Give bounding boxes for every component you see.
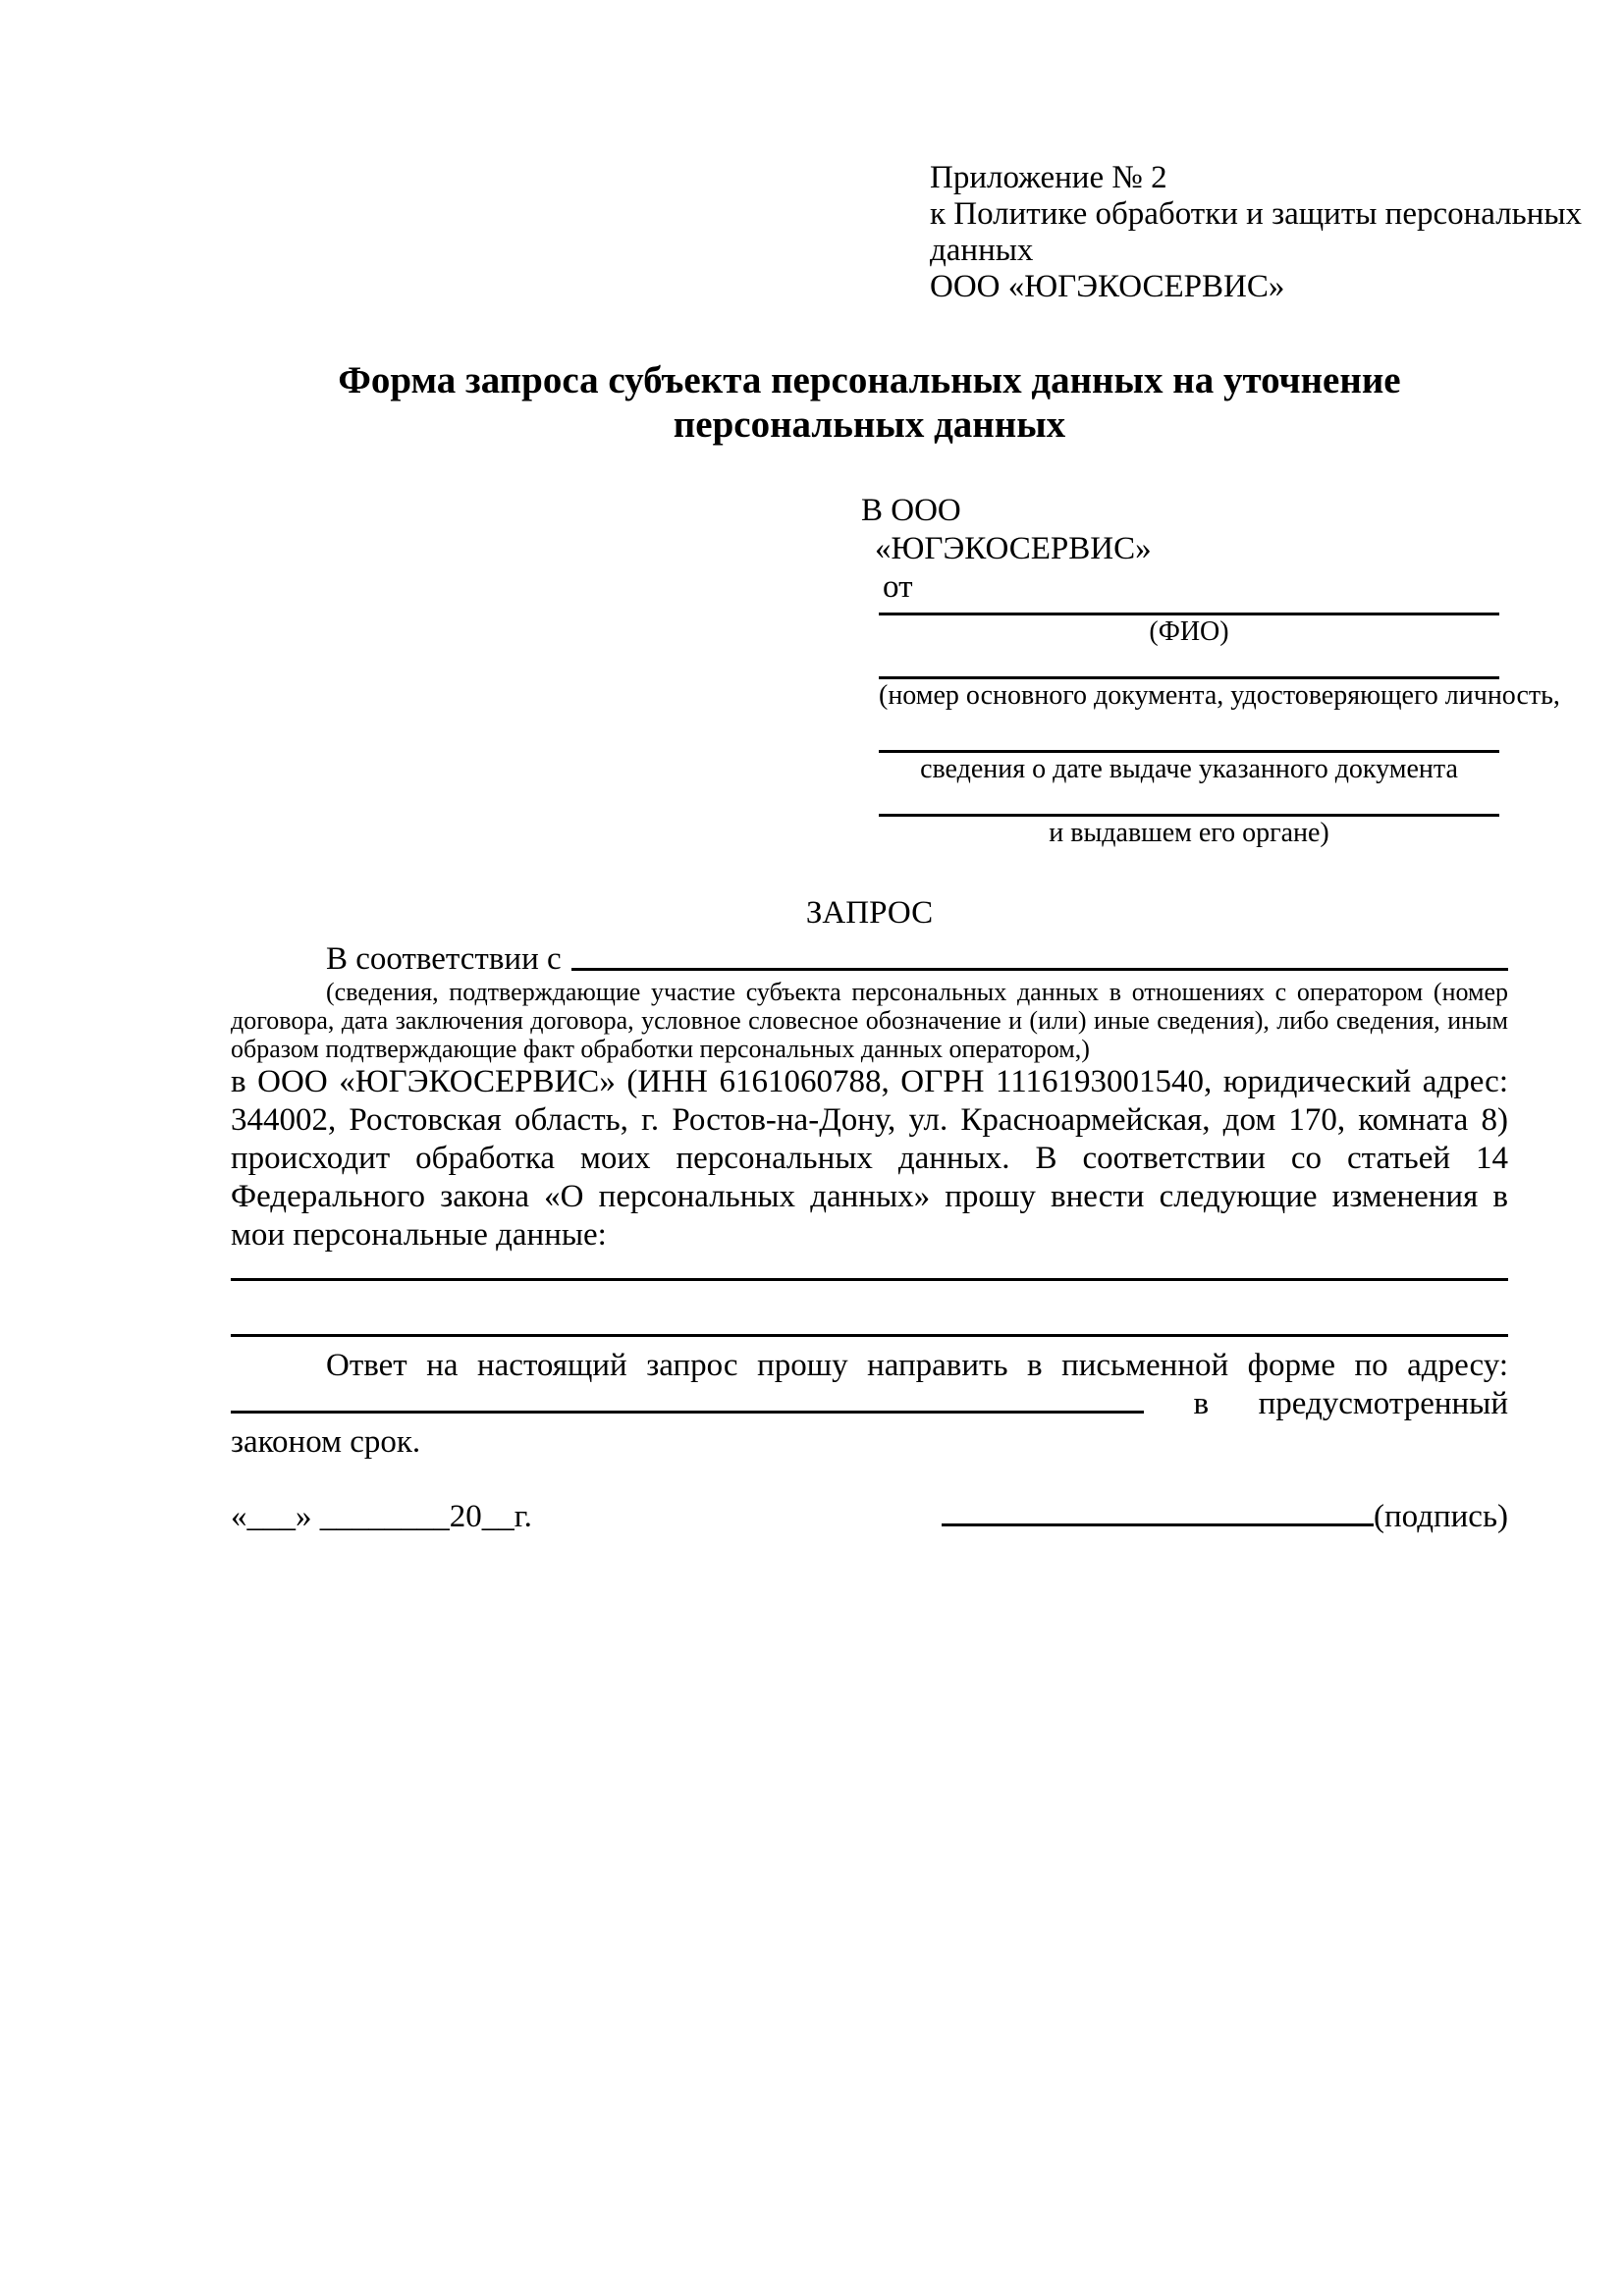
changes-blank-line-1	[231, 1278, 1508, 1281]
signature-caption: (подпись)	[1374, 1499, 1508, 1534]
reply-text: Ответ на настоящий запрос прошу направить в письменной форме по адресу:	[326, 1348, 1508, 1383]
fio-field-caption: (ФИО)	[1149, 616, 1229, 647]
fio-blank-line	[879, 613, 1499, 615]
address-blank-line	[231, 1407, 1144, 1414]
lead-text: В соответствии с	[326, 941, 562, 977]
header-line: ООО «ЮГЭКОСЕРВИС»	[930, 269, 1285, 304]
reply-tail-text: в предусмотренный законом срок.	[231, 1386, 1508, 1460]
addressee-org-prefix: В ООО	[861, 493, 961, 528]
document-number-blank-line	[879, 676, 1499, 679]
fio-field	[879, 613, 1499, 647]
date-signature-row	[231, 1497, 1508, 1536]
document-number-caption: (номер основного документа, удостоверяющего личность,	[879, 680, 1560, 711]
addressee-block	[861, 492, 1508, 607]
request-heading: ЗАПРОС	[805, 895, 934, 931]
document-number-field	[879, 676, 1560, 711]
document-issuer-blank-line	[879, 814, 1499, 817]
signature-area	[942, 1497, 1508, 1536]
date-line: «___» ________20__г.	[231, 1499, 532, 1534]
request-body: в ООО «ЮГЭКОСЕРВИС» (ИНН 6161060788, ОГРН 1116193001540, юридический адрес: 344002, Ростовская область, г. Ростов-на-Дону, ул. Красноармейская, дом 170, комната 8) происходит обработка моих персональных данных. В соответствии со статьей 14 Федерального закона «О персональных данных» прошу внести следующие изменения в мои персональные данные:	[231, 1064, 1508, 1253]
addressee-from-label: от	[883, 569, 913, 605]
lead-paragraph	[231, 940, 1508, 978]
document-issue-date-field	[879, 750, 1499, 784]
document-issuer-caption: и выдавшем его органе)	[1049, 818, 1329, 848]
signature-blank-line	[942, 1520, 1374, 1526]
document-issue-date-blank-line	[879, 750, 1499, 753]
header-line: данных	[930, 233, 1034, 268]
document-title: Форма запроса субъекта персональных данных на уточнение персональных данных	[338, 359, 1401, 446]
addressee-org-name: «ЮГЭКОСЕРВИС»	[875, 531, 1152, 566]
lead-blank-line	[571, 968, 1508, 971]
document-issue-date-caption: сведения о дате выдаче указанного документа	[920, 754, 1458, 784]
document-issuer-field	[879, 814, 1499, 848]
header-line: Приложение № 2	[930, 160, 1167, 195]
lead-note: (сведения, подтверждающие участие субъекта персональных данных в отношениях с оператором (номер договора, дата заключения договора, условное словесное обозначение и (или) иные сведения), либо сведения, иным образом подтверждающие факт обработки персональных данных оператором,)	[231, 978, 1508, 1063]
changes-blank-line-2	[231, 1334, 1508, 1337]
reply-paragraph	[231, 1347, 1508, 1462]
header-line: к Политике обработки и защиты персональных	[930, 196, 1583, 232]
appendix-header	[930, 160, 1583, 305]
